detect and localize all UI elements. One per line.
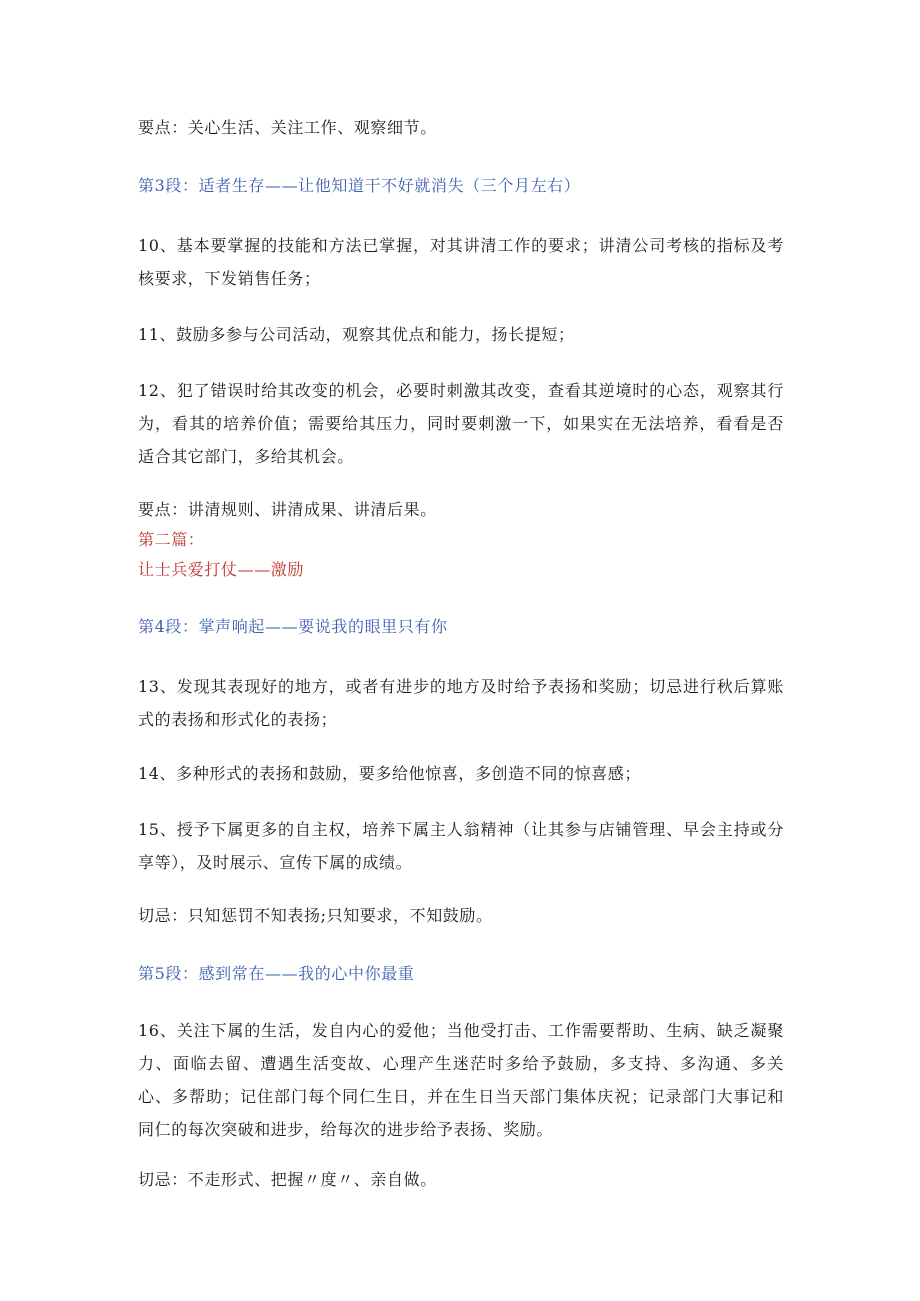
paragraph-13: 13、发现其表现好的地方，或者有进步的地方及时给予表扬和奖励；切忌进行秋后算账式的表扬和形式化的表扬； <box>138 677 784 729</box>
section-5-heading: 第5段：感到常在——我的心中你最重 <box>138 964 415 983</box>
avoid-text-1: 切忌：只知惩罚不知表扬;只知要求，不知鼓励。 <box>138 906 493 925</box>
paragraph-14: 14、多种形式的表扬和鼓励，要多给他惊喜，多创造不同的惊喜感； <box>138 764 641 783</box>
paragraph-15: 15、授予下属更多的自主权，培养下属主人翁精神（让其参与店铺管理、早会主持或分享等），及时展示、宣传下属的成绩。 <box>138 820 784 872</box>
paragraph-12: 12、犯了错误时给其改变的机会，必要时刺激其改变，查看其逆境时的心态，观察其行为，看其的培养价值；需要给其压力，同时要刺激一下，如果实在无法培养，看看是否适合其它部门，多给其机会。 <box>138 381 784 466</box>
paragraph-10: 10、基本要掌握的技能和方法已掌握，对其讲清工作的要求；讲清公司考核的指标及考核要求，下发销售任务； <box>138 236 784 288</box>
section-4-heading: 第4段：掌声响起——要说我的眼里只有你 <box>138 617 448 636</box>
part-2-title: 让士兵爱打仗——激励 <box>138 560 305 579</box>
keypoint-text-2: 要点：讲清规则、讲清成果、讲清后果。 <box>138 500 437 519</box>
paragraph-11: 11、鼓励多参与公司活动，观察其优点和能力，扬长提短； <box>138 325 575 344</box>
section-3-heading: 第3段：适者生存——让他知道干不好就消失（三个月左右） <box>138 176 581 195</box>
part-2-heading: 第二篇： <box>138 530 205 549</box>
avoid-text-2: 切忌：不走形式、把握〃度〃、亲自做。 <box>138 1170 437 1189</box>
keypoint-text: 要点：关心生活、关注工作、观察细节。 <box>138 118 437 137</box>
paragraph-16: 16、关注下属的生活，发自内心的爱他；当他受打击、工作需要帮助、生病、缺乏凝聚力、面临去留、遭遇生活变故、心理产生迷茫时多给予鼓励，多支持、多沟通、多关心、多帮助；记住部门每个同仁生日，并在生日当天部门集体庆祝；记录部门大事记和同仁的每次突破和进步，给每次的进步给予表扬、奖励。 <box>138 1021 784 1139</box>
